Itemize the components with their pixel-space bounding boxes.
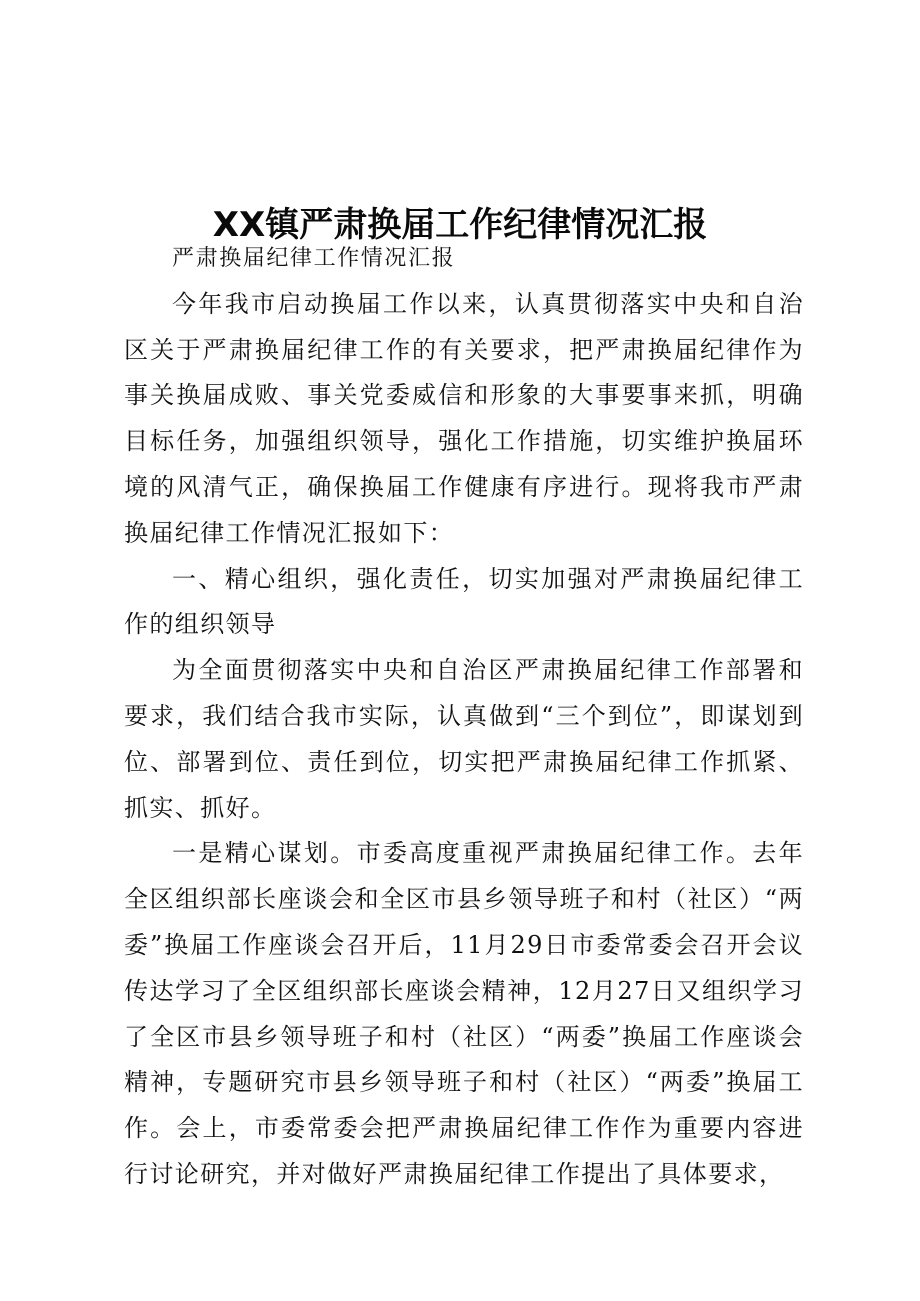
paragraph-section-1: 为全面贯彻落实中央和自治区严肃换届纪律工作部署和要求，我们结合我市实际，认真做到“三个到位”，即谋划到位、部署到位、责任到位，切实把严肃换届纪律工作抓紧、抓实、抓好。 [124,656,804,822]
document-title: XX镇严肃换届工作纪律情况汇报 [212,204,708,245]
document-subtitle: 严肃换届纪律工作情况汇报 [172,246,456,271]
paragraph-intro: 今年我市启动换届工作以来，认真贯彻落实中央和自治区关于严肃换届纪律工作的有关要求，把严肃换届纪律作为事关换届成败、事关党委威信和形象的大事要事来抓，明确目标任务，加强组织领导，强化工作措施，切实维护换届环境的风清气正，确保换届工作健康有序进行。现将我市严肃换届纪律工作情况汇报如下： [124,289,804,547]
section-heading-1: 一、精心组织，强化责任，切实加强对严肃换届纪律工作的组织领导 [124,564,804,639]
document-body [124,236,804,1198]
paragraph-planning: 一是精心谋划。市委高度重视严肃换届纪律工作。去年全区组织部长座谈会和全区市县乡领导班子和村（社区）“两委”换届工作座谈会召开后，11月29日市委常委会召开会议传达学习了全区组织部长座谈会精神，12月27日又组织学习了全区市县乡领导班子和村（社区）“两委”换届工作座谈会精神，专题研究市县乡领导班子和村（社区）“两委”换届工作。会上，市委常委会把严肃换届纪律工作作为重要内容进行讨论研究，并对做好严肃换届纪律工作提出了具体要求， [124,839,804,1188]
